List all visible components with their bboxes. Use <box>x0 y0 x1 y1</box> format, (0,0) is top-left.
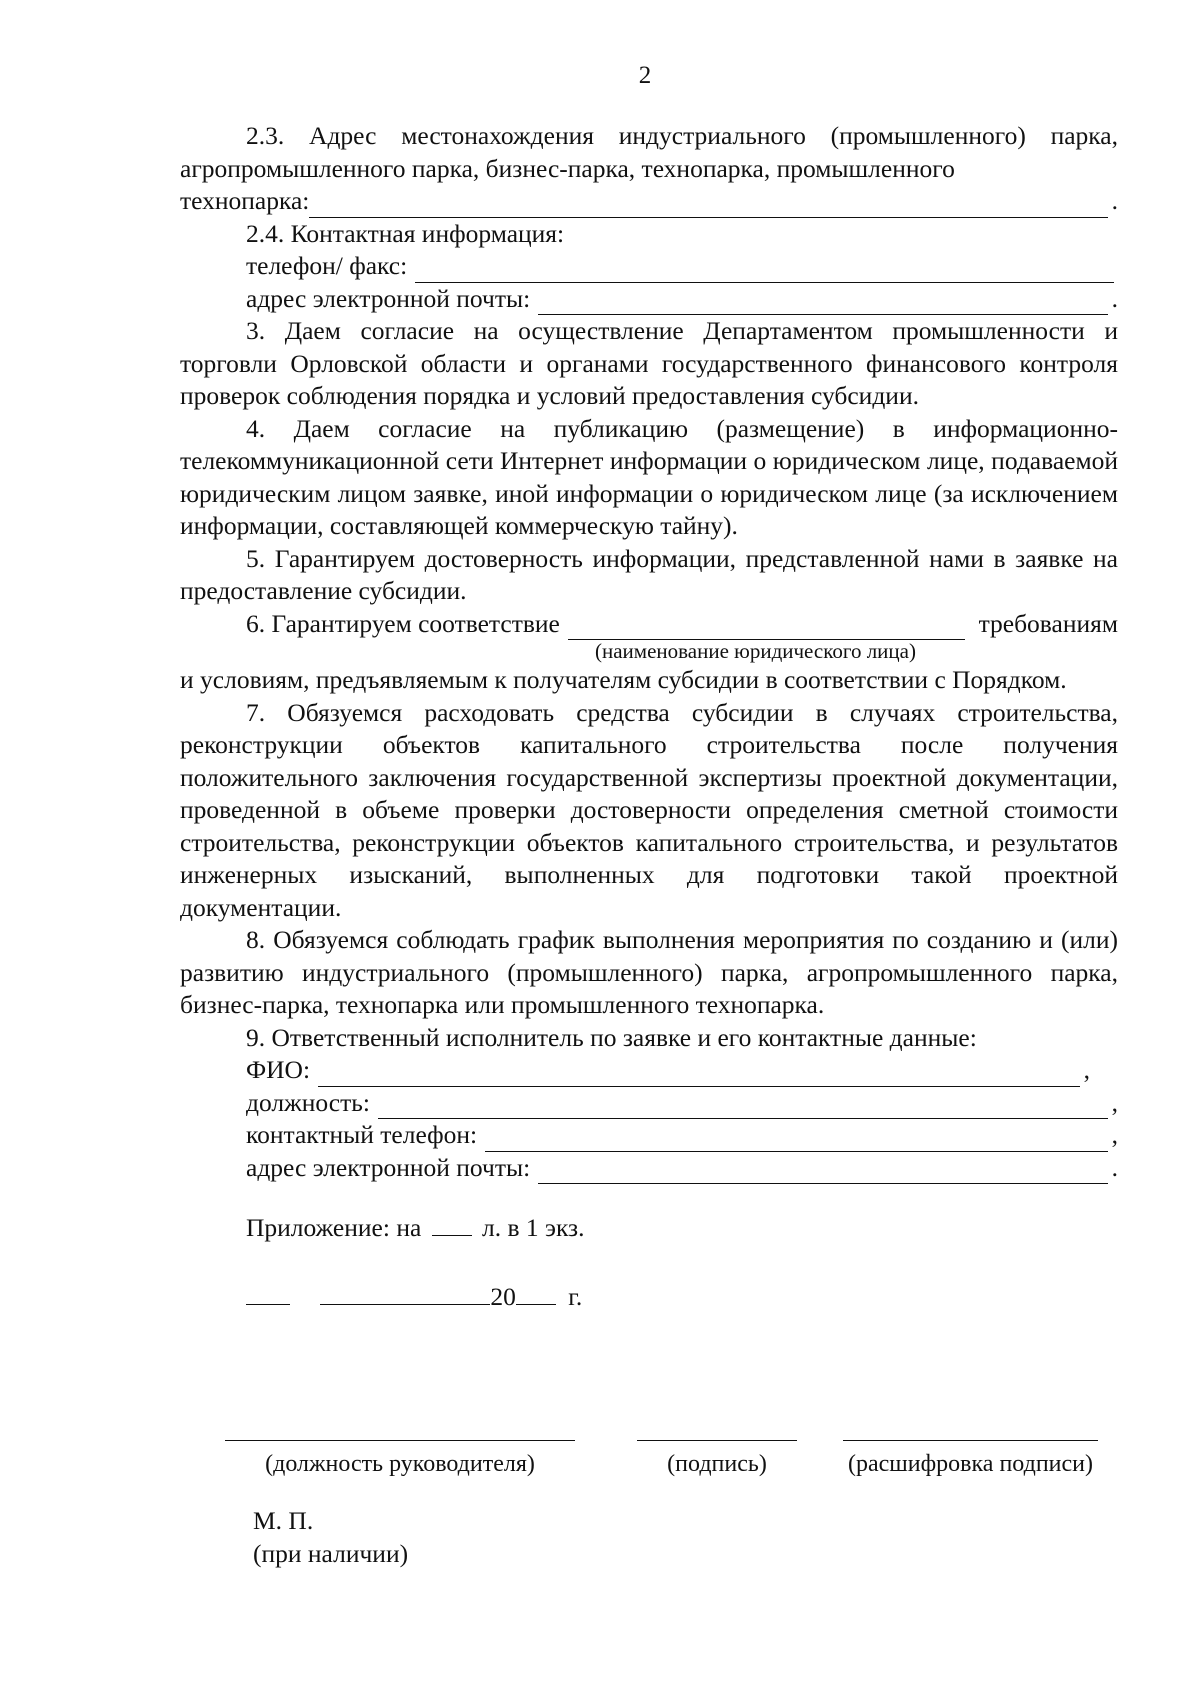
stamp-place <box>253 1505 408 1570</box>
position-field[interactable]: должность: , <box>180 1087 1118 1120</box>
stamp-note: (при наличии) <box>253 1538 409 1568</box>
park-address-label: технопарка: <box>180 186 310 215</box>
fio-field[interactable]: ФИО: , <box>180 1054 1118 1087</box>
date-year-prefix: 20 <box>490 1281 516 1311</box>
sig-position[interactable] <box>225 1440 575 1479</box>
position-line[interactable] <box>378 1094 1108 1119</box>
phone-fax-label: телефон/ факс: <box>246 251 408 280</box>
date-month-line[interactable] <box>320 1282 490 1305</box>
appendix-line <box>180 1212 1118 1245</box>
legal-entity-line[interactable] <box>568 615 965 640</box>
compliance-field[interactable] <box>180 608 1118 641</box>
email2-line[interactable] <box>538 1159 1107 1184</box>
paragraph-3: 3. Даем согласие на осуществление Департаментом промышленности и торговли Орловской области и органами государственного финансового контроля проверок соблюдения порядка и условий предоставления субсидии. <box>180 316 1118 410</box>
contact-phone-label: контактный телефон: <box>246 1120 478 1149</box>
appendix-copies: л. в 1 экз. <box>482 1213 585 1242</box>
paragraph-9: 9. Ответственный исполнитель по заявке и его контактные данные: <box>246 1022 977 1052</box>
appendix-label: Приложение: на <box>246 1213 422 1242</box>
paragraph-5: 5. Гарантируем достоверность информации, представленной нами в заявке на предоставление субсидии. <box>180 543 1118 605</box>
date-year-line[interactable] <box>516 1282 556 1305</box>
sig-position-caption: (должность руководителя) <box>265 1451 535 1477</box>
email-line[interactable] <box>538 290 1107 315</box>
date-day-line[interactable] <box>246 1282 290 1305</box>
compliance-end: требованиям <box>978 608 1118 638</box>
contact-phone-line[interactable] <box>485 1127 1108 1152</box>
email2-field[interactable]: адрес электронной почты: . <box>180 1152 1118 1185</box>
paragraph-7: 7. Обязуемся расходовать средства субсидии в случаях строительства, реконструкции объектов капитального строительства после получения положительного заключения государственной экспертизы проектной документации, проведенной в объеме проверки достоверности определения сметной стоимости строительства, реконструкции объектов капитального строительства, и результатов инженерных изысканий, выполненных для подготовки такой проектной документации. <box>180 697 1118 922</box>
document-body <box>180 120 1118 1313</box>
paragraph-2-3: 2.3. Адрес местонахождения индустриального (промышленного) парка, агропромышленного парка, бизнес-парка, технопарка, промышленного <box>180 121 1118 183</box>
stamp-label: М. П. <box>253 1506 314 1535</box>
sig-signature[interactable] <box>637 1440 797 1479</box>
email2-label: адрес электронной почты: <box>246 1152 531 1182</box>
paragraph-6-continued: и условиям, предъявляемым к получателям субсидии в соответствии с Порядком. <box>180 665 1067 694</box>
date-line <box>180 1281 1118 1314</box>
legal-entity-caption: (наименование юридического лица) <box>595 639 916 663</box>
fio-label: ФИО: <box>246 1055 311 1084</box>
paragraph-4: 4. Даем согласие на публикацию (размещение) в информационно-телекоммуникационной сети Интернет информации о юридическом лице, подаваемой юридическим лицом заявке, иной информации о юридическом лице (за исключением информации, составляющей коммерческую тайну). <box>180 413 1118 540</box>
page-number: 2 <box>638 62 652 89</box>
phone-fax-line[interactable] <box>415 258 1114 283</box>
sig-decode[interactable] <box>843 1440 1098 1479</box>
compliance-start: 6. Гарантируем соответствие <box>246 608 560 638</box>
park-address-line[interactable] <box>309 193 1107 218</box>
date-year-suffix: г. <box>568 1281 583 1311</box>
contact-phone-field[interactable]: контактный телефон: , <box>180 1119 1118 1152</box>
sig-signature-caption: (подпись) <box>667 1451 767 1477</box>
paragraph-8: 8. Обязуемся соблюдать график выполнения мероприятия по созданию и (или) развитию индустриального (промышленного) парка, агропромышленного парка, бизнес-парка, технопарка или промышленного технопарка. <box>180 925 1118 1019</box>
sig-decode-caption: (расшифровка подписи) <box>848 1451 1093 1477</box>
position-label: должность: <box>246 1087 370 1117</box>
paragraph-2-4: 2.4. Контактная информация: <box>246 218 565 248</box>
park-address-field[interactable]: технопарка: . <box>180 185 1118 218</box>
email-label: адрес электронной почты: <box>246 283 531 313</box>
phone-fax-field[interactable] <box>180 250 1118 283</box>
email-field[interactable]: адрес электронной почты: . <box>180 283 1118 316</box>
signature-block <box>0 1440 1200 1520</box>
appendix-pages-line[interactable] <box>432 1213 472 1236</box>
fio-line[interactable] <box>318 1062 1080 1087</box>
